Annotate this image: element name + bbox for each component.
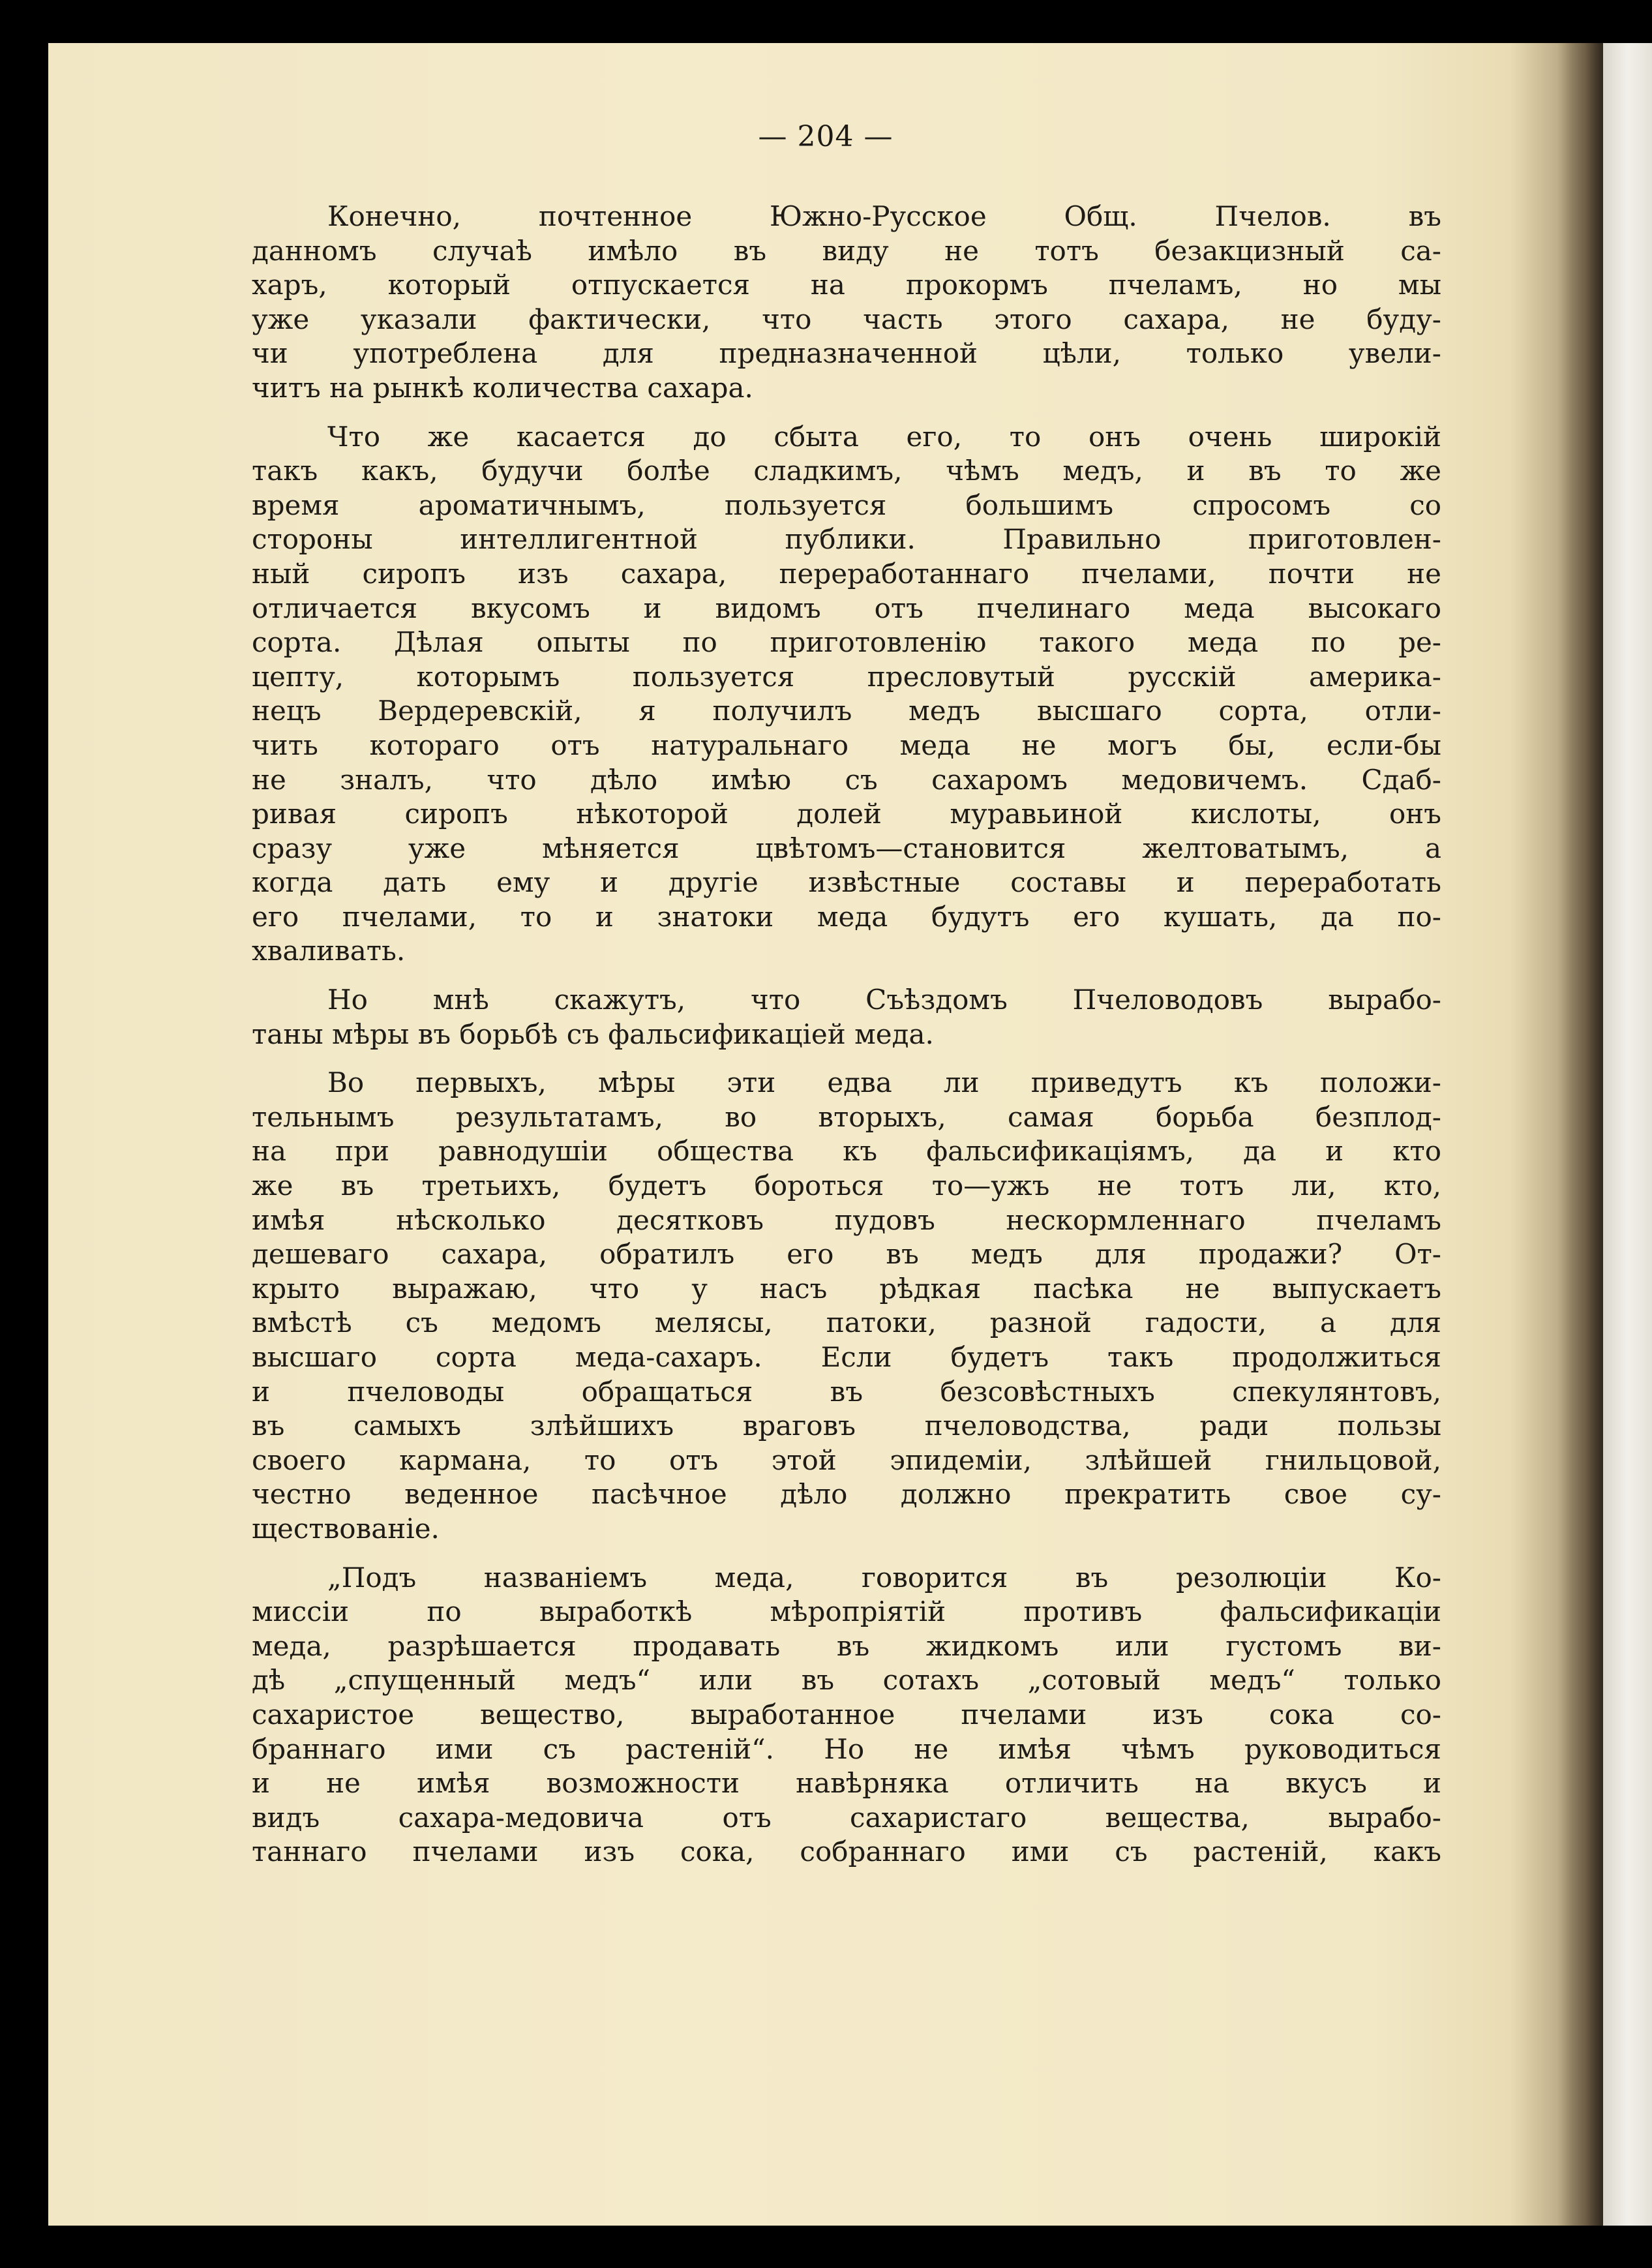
text-line: сорта. Дѣлая опыты по приготовленiю такого меда по ре- <box>252 626 1441 659</box>
text-line: нецъ Вердеревскiй, я получилъ медъ высшаго сорта, отли- <box>252 695 1441 727</box>
text-line: когда дать ему и другiе извѣстные составы и переработать <box>252 866 1441 899</box>
paragraph <box>252 1561 1441 1869</box>
text-line: честно веденное пасѣчное дѣло должно прекратить свое су- <box>252 1478 1441 1511</box>
text-line: браннаго ими съ растенiй“. Но не имѣя чѣмъ руководиться <box>252 1732 1441 1765</box>
text-line: своего кармана, то отъ этой эпидемiи, злѣйшей гнильцовой, <box>252 1444 1441 1476</box>
text-line: тельнымъ результатамъ, во вторыхъ, самая борьба безплод- <box>252 1100 1441 1133</box>
text-line: на при равнодушiи общества къ фальсификацiямъ, да и кто <box>252 1135 1441 1168</box>
text-line: читъ на рынкѣ количества сахара. <box>252 371 753 404</box>
text-line: его пчелами, то и знатоки меда будутъ его кушать, да по- <box>252 900 1441 933</box>
text-line: и пчеловоды обращаться въ безсовѣстныхъ спекулянтовъ, <box>252 1375 1441 1408</box>
text-line: ривая сиропъ нѣкоторой долей муравьиной кислоты, онъ <box>252 798 1441 830</box>
text-line: Во первыхъ, мѣры эти едва ли приведутъ къ положи- <box>327 1066 1441 1099</box>
text-line: крыто выражаю, что у насъ рѣдкая пасѣка не выпускаетъ <box>252 1272 1441 1305</box>
text-line: время ароматичнымъ, пользуется большимъ спросомъ со <box>252 489 1441 521</box>
text-line: сахаристое вещество, выработанное пчелами изъ сока со- <box>252 1698 1441 1731</box>
paragraph-gap <box>252 1547 1441 1561</box>
page-edge <box>1603 43 1652 2226</box>
text-line: хваливать. <box>252 935 406 967</box>
page-number: — 204 — <box>758 120 894 153</box>
text-line: ный сиропъ изъ сахара, переработаннаго пчелами, почти не <box>252 557 1441 590</box>
text-line: видъ сахара-медовича отъ сахаристаго вещества, вырабо- <box>252 1801 1441 1834</box>
book-page <box>48 43 1603 2226</box>
text-line: данномъ случаѣ имѣло въ виду не тотъ безакцизный са- <box>252 234 1441 267</box>
text-line: же въ третьихъ, будетъ бороться то—ужъ не тотъ ли, кто, <box>252 1170 1441 1202</box>
text-line: такъ какъ, будучи болѣе сладкимъ, чѣмъ медъ, и въ то же <box>252 455 1441 487</box>
text-line: „Подъ названiемъ меда, говорится въ резолюцiи Ко- <box>327 1561 1441 1594</box>
paragraph-gap <box>252 1051 1441 1066</box>
paragraph <box>252 983 1441 1051</box>
text-line: харъ, который отпускается на прокормъ пчеламъ, но мы <box>252 269 1441 301</box>
paragraph <box>252 1066 1441 1546</box>
text-line: Конечно, почтенное Южно-Русское Общ. Пчелов. въ <box>327 200 1441 232</box>
text-line: имѣя нѣсколько десятковъ пудовъ нескормленнаго пчеламъ <box>252 1203 1441 1236</box>
text-line: вмѣстѣ съ медомъ мелясы, патоки, разной гадости, а для <box>252 1307 1441 1339</box>
text-line: и не имѣя возможности навѣрняка отличить на вкусъ и <box>252 1767 1441 1800</box>
paragraph <box>252 420 1441 969</box>
text-line: ществованiе. <box>252 1512 440 1545</box>
text-line: чить котораго отъ натуральнаго меда не могъ бы, если-бы <box>252 729 1441 761</box>
text-line: таннаго пчелами изъ сока, собраннаго ими съ растенiй, какъ <box>252 1836 1441 1868</box>
text-line: цепту, которымъ пользуется пресловутый русскiй америка- <box>252 660 1441 693</box>
text-line: Но мнѣ скажутъ, что Съѣздомъ Пчеловодовъ вырабо- <box>327 984 1441 1016</box>
text-line: сразу уже мѣняется цвѣтомъ—становится желтоватымъ, а <box>252 832 1441 864</box>
text-line: таны мѣры въ борьбѣ съ фальсификацiей меда. <box>252 1018 934 1050</box>
text-line: уже указали фактически, что часть этого сахара, не буду- <box>252 303 1441 335</box>
page-gutter-shadow <box>1557 43 1603 2226</box>
paragraph <box>252 200 1441 406</box>
text-line: въ самыхъ злѣйшихъ враговъ пчеловодства, ради пользы <box>252 1410 1441 1442</box>
text-line: стороны интеллигентной публики. Правильно приготовлен- <box>252 523 1441 556</box>
text-line: миссiи по выработкѣ мѣропрiятiй противъ фальсификацiи <box>252 1595 1441 1628</box>
text-line: высшаго сорта меда-сахаръ. Если будетъ такъ продолжиться <box>252 1341 1441 1373</box>
text-line: Что же касается до сбыта его, то онъ очень широкiй <box>327 420 1441 453</box>
paragraph-gap <box>252 406 1441 420</box>
text-line: дѣ „спущенный медъ“ или въ сотахъ „сотовый медъ“ только <box>252 1664 1441 1697</box>
text-line: меда, разрѣшается продавать въ жидкомъ или густомъ ви- <box>252 1629 1441 1662</box>
text-line: не зналъ, что дѣло имѣю съ сахаромъ медовичемъ. Сдаб- <box>252 763 1441 796</box>
text-line: дешеваго сахара, обратилъ его въ медъ для продажи? От- <box>252 1238 1441 1271</box>
text-line: отличается вкусомъ и видомъ отъ пчелинаго меда высокаго <box>252 592 1441 624</box>
paragraph-gap <box>252 969 1441 983</box>
text-column <box>252 200 1441 1869</box>
text-line: чи употреблена для предназначенной цѣли, только увели- <box>252 337 1441 370</box>
